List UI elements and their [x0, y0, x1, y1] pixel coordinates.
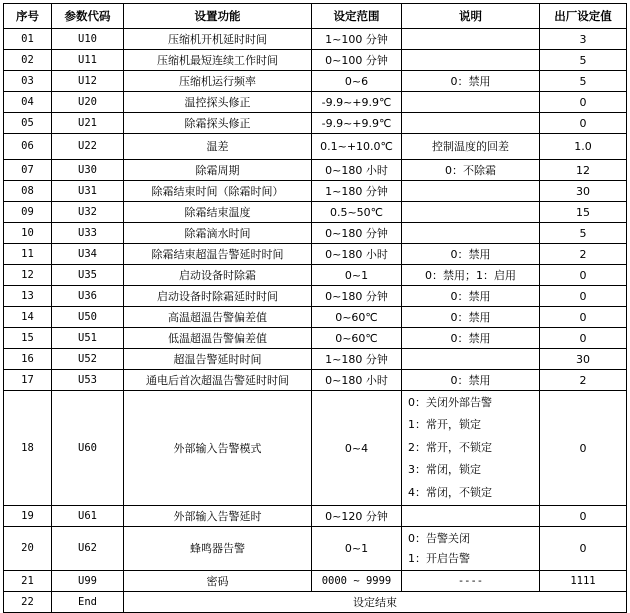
cell-range: 0~180 分钟: [312, 223, 402, 244]
cell-function: 蜂鸣器告警: [124, 527, 312, 571]
cell-note: 0：禁用: [402, 370, 540, 391]
cell-no: 08: [4, 181, 52, 202]
cell-no: 06: [4, 134, 52, 160]
cell-function: 外部输入告警模式: [124, 391, 312, 506]
cell-note: [402, 92, 540, 113]
cell-code: U33: [52, 223, 124, 244]
cell-default: 5: [540, 50, 627, 71]
cell-no: 07: [4, 160, 52, 181]
cell-code: U20: [52, 92, 124, 113]
cell-range: 0~1: [312, 527, 402, 571]
header-default: 出厂设定值: [540, 4, 627, 29]
cell-function: 除霜探头修正: [124, 113, 312, 134]
cell-function: 低温超温告警偏差值: [124, 328, 312, 349]
header-code: 参数代码: [52, 4, 124, 29]
cell-default: 15: [540, 202, 627, 223]
cell-note: 0：禁用: [402, 286, 540, 307]
cell-note: 0：禁用: [402, 71, 540, 92]
table-row: [4, 202, 627, 223]
cell-range: 0~60℃: [312, 328, 402, 349]
cell-function: 启动设备时除霜: [124, 265, 312, 286]
cell-note: [402, 202, 540, 223]
cell-function: 温控探头修正: [124, 92, 312, 113]
cell-code: U62: [52, 527, 124, 571]
cell-default: 30: [540, 181, 627, 202]
cell-range: 0~1: [312, 265, 402, 286]
cell-no: 20: [4, 527, 52, 571]
table-row: [4, 244, 627, 265]
cell-no: 15: [4, 328, 52, 349]
cell-function: 温差: [124, 134, 312, 160]
cell-default: 0: [540, 328, 627, 349]
cell-default: 0: [540, 113, 627, 134]
cell-range: -9.9~+9.9℃: [312, 92, 402, 113]
cell-note: 控制温度的回差: [402, 134, 540, 160]
cell-function: 除霜结束超温告警延时时间: [124, 244, 312, 265]
cell-range: 0~120 分钟: [312, 506, 402, 527]
cell-function: 高温超温告警偏差值: [124, 307, 312, 328]
cell-function: 通电后首次超温告警延时时间: [124, 370, 312, 391]
cell-note: ----: [402, 571, 540, 592]
cell-default: 0: [540, 307, 627, 328]
cell-no: 11: [4, 244, 52, 265]
table-row: [4, 328, 627, 349]
cell-range: 0~6: [312, 71, 402, 92]
cell-note-list: [402, 527, 540, 571]
cell-range: 1~100 分钟: [312, 29, 402, 50]
cell-no: 17: [4, 370, 52, 391]
table-row: [4, 92, 627, 113]
parameter-table: [3, 3, 627, 613]
cell-code: U61: [52, 506, 124, 527]
cell-function: 启动设备时除霜延时时间: [124, 286, 312, 307]
cell-range: 0~180 小时: [312, 370, 402, 391]
cell-default: 3: [540, 29, 627, 50]
note-line: 1：常开，锁定: [408, 418, 481, 432]
cell-code: U31: [52, 181, 124, 202]
cell-range: 0~4: [312, 391, 402, 506]
table-row: [4, 370, 627, 391]
cell-code: U60: [52, 391, 124, 506]
cell-default: 2: [540, 370, 627, 391]
note-line: 1：开启告警: [408, 551, 470, 565]
header-row: [4, 4, 627, 29]
cell-function: 密码: [124, 571, 312, 592]
cell-note: 0：禁用: [402, 244, 540, 265]
cell-function: 外部输入告警延时: [124, 506, 312, 527]
table-row: [4, 527, 627, 571]
table-row: [4, 160, 627, 181]
cell-function: 压缩机运行频率: [124, 71, 312, 92]
cell-function: 除霜结束时间（除霜时间）: [124, 181, 312, 202]
cell-default: 0: [540, 265, 627, 286]
table-row: [4, 113, 627, 134]
cell-code: U34: [52, 244, 124, 265]
cell-note: [402, 349, 540, 370]
cell-range: -9.9~+9.9℃: [312, 113, 402, 134]
cell-no: 09: [4, 202, 52, 223]
cell-code: U21: [52, 113, 124, 134]
cell-function: 除霜周期: [124, 160, 312, 181]
cell-code: U36: [52, 286, 124, 307]
cell-note: 0：禁用；1：启用: [402, 265, 540, 286]
cell-code: U12: [52, 71, 124, 92]
table-row: [4, 307, 627, 328]
table-row: [4, 134, 627, 160]
cell-default: 0: [540, 506, 627, 527]
cell-range: 0000 ~ 9999: [312, 571, 402, 592]
cell-function: 压缩机开机延时时间: [124, 29, 312, 50]
cell-no: 16: [4, 349, 52, 370]
cell-default: 0: [540, 286, 627, 307]
note-line: 0：关闭外部告警: [408, 395, 492, 409]
cell-code: End: [52, 592, 124, 613]
cell-no: 19: [4, 506, 52, 527]
cell-code: U50: [52, 307, 124, 328]
cell-no: 04: [4, 92, 52, 113]
note-line: 0：告警关闭: [408, 531, 470, 545]
table-row: [4, 286, 627, 307]
cell-note: [402, 506, 540, 527]
cell-default: 30: [540, 349, 627, 370]
cell-code: U10: [52, 29, 124, 50]
cell-code: U99: [52, 571, 124, 592]
cell-code: U32: [52, 202, 124, 223]
cell-code: U51: [52, 328, 124, 349]
header-note: 说明: [402, 4, 540, 29]
cell-range: 0.5~50℃: [312, 202, 402, 223]
cell-default: 0: [540, 527, 627, 571]
cell-range: 1~180 分钟: [312, 181, 402, 202]
cell-no: 12: [4, 265, 52, 286]
cell-code: U53: [52, 370, 124, 391]
cell-range: 0~180 小时: [312, 160, 402, 181]
cell-code: U35: [52, 265, 124, 286]
cell-code: U52: [52, 349, 124, 370]
cell-no: 03: [4, 71, 52, 92]
table-row: [4, 592, 627, 613]
cell-note: 0：禁用: [402, 307, 540, 328]
cell-range: 0~180 分钟: [312, 286, 402, 307]
cell-default: 0: [540, 391, 627, 506]
note-line: 2：常开，不锁定: [408, 440, 492, 454]
header-range: 设定范围: [312, 4, 402, 29]
table-row: [4, 265, 627, 286]
table-row: [4, 71, 627, 92]
header-no: 序号: [4, 4, 52, 29]
cell-default: 5: [540, 223, 627, 244]
cell-default: 12: [540, 160, 627, 181]
table-row: [4, 29, 627, 50]
cell-function: 压缩机最短连续工作时间: [124, 50, 312, 71]
cell-no: 22: [4, 592, 52, 613]
table-row: [4, 391, 627, 506]
cell-no: 02: [4, 50, 52, 71]
cell-default: 2: [540, 244, 627, 265]
table-row: [4, 571, 627, 592]
cell-range: 0~60℃: [312, 307, 402, 328]
cell-no: 14: [4, 307, 52, 328]
cell-note: [402, 29, 540, 50]
table-row: [4, 181, 627, 202]
cell-function: 超温告警延时时间: [124, 349, 312, 370]
table-row: [4, 506, 627, 527]
table-row: [4, 50, 627, 71]
cell-code: U30: [52, 160, 124, 181]
cell-function: 除霜结束温度: [124, 202, 312, 223]
cell-note: [402, 181, 540, 202]
cell-no: 21: [4, 571, 52, 592]
cell-no: 13: [4, 286, 52, 307]
cell-note: [402, 50, 540, 71]
cell-default: 0: [540, 92, 627, 113]
cell-default: 1.0: [540, 134, 627, 160]
cell-default: 5: [540, 71, 627, 92]
table-row: [4, 223, 627, 244]
cell-function: 除霜滴水时间: [124, 223, 312, 244]
cell-function-end: 设定结束: [124, 592, 627, 613]
cell-note: [402, 223, 540, 244]
note-line: 3：常闭，锁定: [408, 463, 481, 477]
cell-no: 10: [4, 223, 52, 244]
cell-no: 01: [4, 29, 52, 50]
cell-note: 0：不除霜: [402, 160, 540, 181]
cell-no: 05: [4, 113, 52, 134]
cell-range: 1~180 分钟: [312, 349, 402, 370]
cell-note-list: [402, 391, 540, 506]
cell-note: [402, 113, 540, 134]
cell-no: 18: [4, 391, 52, 506]
cell-code: U11: [52, 50, 124, 71]
cell-range: 0~100 分钟: [312, 50, 402, 71]
cell-code: U22: [52, 134, 124, 160]
cell-note: 0：禁用: [402, 328, 540, 349]
cell-default: 1111: [540, 571, 627, 592]
header-function: 设置功能: [124, 4, 312, 29]
cell-range: 0.1~+10.0℃: [312, 134, 402, 160]
cell-range: 0~180 小时: [312, 244, 402, 265]
table-row: [4, 349, 627, 370]
note-line: 4：常闭，不锁定: [408, 485, 492, 499]
